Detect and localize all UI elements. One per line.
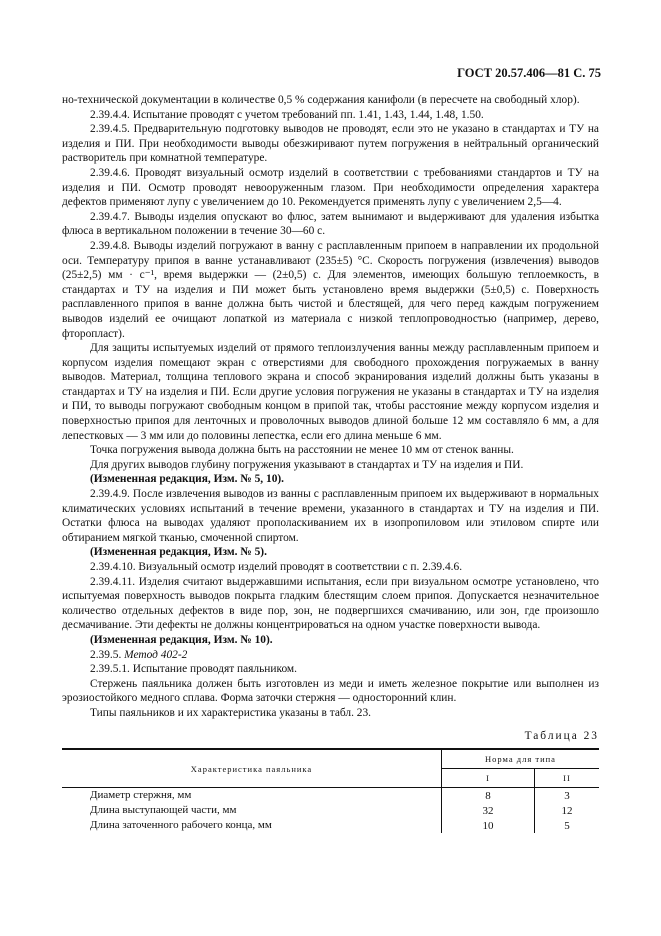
paragraph-2-39-4-7: 2.39.4.7. Выводы изделия опускают во флюс, затем вынимают и выдерживают для удаления избытка флюса в вертикальном положении в течение 30—60 с. — [62, 210, 599, 238]
method-title: Метод 402-2 — [124, 648, 188, 661]
value-type-1: 8 — [442, 788, 535, 804]
table-row — [62, 788, 599, 804]
value-type-2: 12 — [561, 804, 573, 817]
value-type-2: 3 — [564, 789, 570, 802]
paragraph-table-ref: Типы паяльников и их характеристика указаны в табл. 23. — [90, 706, 372, 719]
paragraph-2-39-4-10: 2.39.4.10. Визуальный осмотр изделий проводят в соответствии с п. 2.39.4.6. — [90, 561, 463, 573]
column-header-norm: Норма для типа — [442, 749, 600, 769]
table-row — [62, 803, 599, 818]
section-number: 2.39.5. — [90, 648, 125, 661]
paragraph-shield: Для защиты испытуемых изделий от прямого теплоизлучения ванны между расплавленным припоем и корпусом изделия помещают экран с отверстиями для свободного прохождения погружаемых в ванну выводов. Материал, толщина теплового экрана и способ экранирования изделий должны быть указаны в стандартах и ТУ на изделия и ПИ. Если другие условия погружения не указаны в стандартах и ТУ на изделия и ПИ, то выводы погружают свободным концом в припой так, чтобы расстояние между корпусом изделия и поверхностью припоя для ленточных и проволочных выводов длиной больше 12 мм составляло 6 мм, а для лепестковых — 3 мм или до половины лепестка, если его длина меньше 6 мм. — [62, 342, 599, 442]
section-2-39-5 — [62, 648, 599, 663]
paragraph-2-39-4-6: 2.39.4.6. Проводят визуальный осмотр изделий в соответствии с требованиями стандартов и ТУ на изделия и ПИ. Осмотр проводят невооруженным глазом. При необходимости определения характера дефектов применяют лупу с увеличением до 10. Рекомендуется применять лупу с увеличением 2,5—4. — [62, 166, 599, 209]
table-caption: Таблица 23 — [524, 730, 599, 742]
value-type-1: 32 — [442, 803, 535, 818]
column-header-characteristic: Характеристика паяльника — [62, 749, 442, 788]
paragraph-soldering-tip: Стержень паяльника должен быть изготовлен из меди и иметь железное покрытие или выполнен из эрозиостойкого медного сплава. Форма заточки стержня — односторонний клин. — [62, 677, 599, 705]
page-header: ГОСТ 20.57.406—81 С. 75 — [457, 66, 601, 80]
row-label: Длина заточенного рабочего конца, мм — [62, 818, 442, 833]
row-label: Диаметр стержня, мм — [62, 788, 442, 804]
paragraph-2-39-4-8: 2.39.4.8. Выводы изделий погружают в ванну с расплавленным припоем в направлении их продольной оси. Температуру припоя в ванне устанавливают (235±5) °С. Скорость погружения (извлечения) выводов (25±2,5) мм · с⁻¹, время выдержки — (2±0,5) с. Для элементов, имеющих большую теплоемкость, в стандартах и ТУ на изделия и ПИ может быть установлено время выдержки (5±0,5) с. Поверхность расплавленного припоя в ванне должна быть чистой и блестящей, для чего перед каждым погружением выводов изделий ее очищают лопаткой из материала с низкой теплопроводностью (например, дерево, фторопласт). — [62, 239, 599, 340]
paragraph-2-39-4-9: 2.39.4.9. После извлечения выводов из ванны с расплавленным припоем их выдерживают в нормальных климатических условиях испытаний в течение времени, указанного в стандартах и ТУ на изделия и ПИ. Остатки флюса на выводах удаляют прополаскиванием их в изопропиловом или этиловом спирте или обтиранием мягкой тканью, смоченной спиртом. — [62, 488, 599, 544]
table-row — [62, 818, 599, 833]
revision-note: (Измененная редакция, Изм. № 10). — [90, 633, 273, 646]
column-header-type-2: II — [535, 769, 600, 788]
value-type-1: 10 — [442, 818, 535, 833]
paragraph-2-39-4-4: 2.39.4.4. Испытание проводят с учетом требований пп. 1.41, 1.43, 1.44, 1.48, 1.50. — [90, 108, 484, 121]
body-text — [62, 93, 599, 721]
revision-note: (Измененная редакция, Изм. № 5). — [90, 546, 267, 559]
soldering-iron-table — [62, 748, 599, 833]
row-label: Длина выступающей части, мм — [62, 803, 442, 818]
paragraph-other-leads: Для других выводов глубину погружения указывают в стандартах и ТУ на изделия и ПИ. — [90, 458, 524, 471]
paragraph-2-39-4-5: 2.39.4.5. Предварительную подготовку выводов не проводят, если это не указано в стандартах и ТУ на изделия и ПИ. При необходимости выводы обезжиривают путем погружения в нейтральный органический растворитель при комнатной температуре. — [62, 123, 599, 165]
revision-note: (Измененная редакция, Изм. № 5, 10). — [90, 473, 285, 486]
paragraph-continued: но-технической документации в количестве 0,5 % содержания канифоли (в пересчете на свободный хлор). — [62, 94, 580, 106]
column-header-type-1: I — [442, 769, 535, 788]
paragraph-2-39-4-11: 2.39.4.11. Изделия считают выдержавшими испытания, если при визуальном осмотре установлено, что испытуемая поверхность выводов покрыта гладким блестящим слоем припоя. Допускается незначительное количество отдельных дефектов в виде пор, зон, не подвергшихся смачиванию, или зон, где произошло десмачивание. Эти дефекты не должны концентрироваться на одном участке поверхности вывода. — [62, 575, 599, 632]
paragraph-2-39-5-1: 2.39.5.1. Испытание проводят паяльником. — [90, 663, 297, 676]
value-type-2: 5 — [564, 819, 570, 832]
paragraph-immersion-point: Точка погружения вывода должна быть на расстоянии не менее 10 мм от стенок ванны. — [90, 444, 514, 457]
